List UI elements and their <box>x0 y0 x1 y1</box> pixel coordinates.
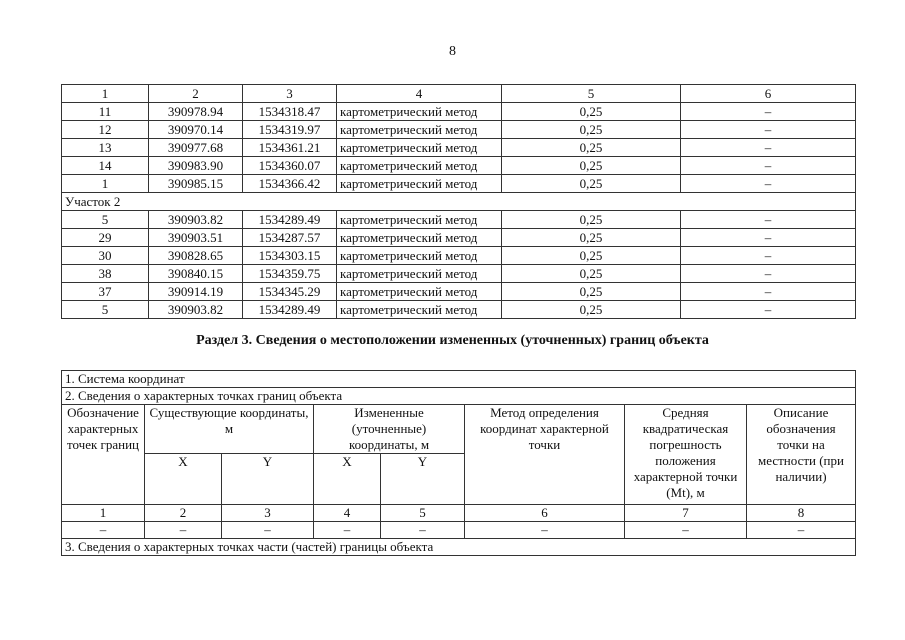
table-cell: 1 <box>62 85 149 103</box>
column-number: 7 <box>625 505 747 522</box>
dash-cell: – <box>222 522 314 539</box>
section-3-title: Раздел 3. Сведения о местоположении измененных (уточненных) границ объекта <box>196 333 709 348</box>
table-row <box>62 539 856 556</box>
table-cell: 2 <box>149 85 243 103</box>
table-cell: – <box>681 157 856 175</box>
dash-cell: – <box>625 522 747 539</box>
table-cell: 390903.82 <box>149 211 243 229</box>
designation-header: Обозначение характерных точек границ <box>62 405 145 505</box>
existing-y-header: Y <box>222 454 314 505</box>
table-cell: 1534360.07 <box>243 157 337 175</box>
table-cell: – <box>681 283 856 301</box>
dash-cell: – <box>381 522 465 539</box>
column-number: 5 <box>381 505 465 522</box>
table-cell: 29 <box>62 229 149 247</box>
column-number: 8 <box>747 505 856 522</box>
table-cell: – <box>681 121 856 139</box>
table-row <box>62 175 856 193</box>
table-row <box>62 211 856 229</box>
table-cell: 0,25 <box>502 247 681 265</box>
changed-x-header: X <box>314 454 381 505</box>
table-cell: 5 <box>62 301 149 319</box>
coordinate-system-label: 1. Система координат <box>62 371 856 388</box>
table-cell: 12 <box>62 121 149 139</box>
table-cell: 390840.15 <box>149 265 243 283</box>
column-number: 2 <box>145 505 222 522</box>
table-cell: 38 <box>62 265 149 283</box>
table-cell: 5 <box>502 85 681 103</box>
table-row <box>62 157 856 175</box>
method-header: Метод определения координат характерной точки <box>465 405 625 505</box>
table-cell: – <box>681 265 856 283</box>
table-cell: картометрический метод <box>337 211 502 229</box>
table-cell: картометрический метод <box>337 301 502 319</box>
table-row <box>62 388 856 405</box>
page-number: 8 <box>449 44 456 59</box>
column-number: 4 <box>314 505 381 522</box>
section-3-table <box>61 370 856 556</box>
column-number: 6 <box>465 505 625 522</box>
table-cell: 1534318.47 <box>243 103 337 121</box>
table-cell: 390914.19 <box>149 283 243 301</box>
table-cell: 390970.14 <box>149 121 243 139</box>
table-header-row <box>62 85 856 103</box>
coordinates-table <box>61 84 856 319</box>
changed-coords-header: Измененные (уточненные) координаты, м <box>314 405 465 454</box>
table-cell: – <box>681 247 856 265</box>
table-cell: 1534289.49 <box>243 301 337 319</box>
table-cell: картометрический метод <box>337 283 502 301</box>
column-number-row <box>62 505 856 522</box>
table-cell: – <box>681 229 856 247</box>
table-cell: 1534319.97 <box>243 121 337 139</box>
table-cell: 0,25 <box>502 265 681 283</box>
table-cell: 1534345.29 <box>243 283 337 301</box>
description-header: Описание обозначения точки на местности (при наличии) <box>747 405 856 505</box>
section-label: Участок 2 <box>62 193 856 211</box>
table-cell: 390828.65 <box>149 247 243 265</box>
table-cell: 0,25 <box>502 121 681 139</box>
dash-cell: – <box>747 522 856 539</box>
table-cell: 0,25 <box>502 283 681 301</box>
table-cell: 1534289.49 <box>243 211 337 229</box>
table-cell: 14 <box>62 157 149 175</box>
boundary-points-label: 2. Сведения о характерных точках границ объекта <box>62 388 856 405</box>
table-cell: картометрический метод <box>337 229 502 247</box>
table-cell: картометрический метод <box>337 103 502 121</box>
table-row <box>62 103 856 121</box>
table-cell: картометрический метод <box>337 139 502 157</box>
table-cell: 0,25 <box>502 229 681 247</box>
table-cell: 0,25 <box>502 301 681 319</box>
table-cell: – <box>681 103 856 121</box>
table-cell: картометрический метод <box>337 175 502 193</box>
table-cell: 1534359.75 <box>243 265 337 283</box>
accuracy-header: Средняя квадратическая погрешность положения характерной точки (Mt), м <box>625 405 747 505</box>
table-cell: 5 <box>62 211 149 229</box>
table-cell: 3 <box>243 85 337 103</box>
section-row <box>62 193 856 211</box>
column-number: 1 <box>62 505 145 522</box>
table-cell: 390983.90 <box>149 157 243 175</box>
table-row <box>62 371 856 388</box>
table-cell: 390985.15 <box>149 175 243 193</box>
table-cell: картометрический метод <box>337 157 502 175</box>
table-cell: 0,25 <box>502 103 681 121</box>
dash-cell: – <box>314 522 381 539</box>
table-row <box>62 247 856 265</box>
table-cell: 6 <box>681 85 856 103</box>
table-cell: – <box>681 301 856 319</box>
table-cell: 390977.68 <box>149 139 243 157</box>
table-row <box>62 301 856 319</box>
table-cell: картометрический метод <box>337 121 502 139</box>
table-cell: 37 <box>62 283 149 301</box>
table-cell: – <box>681 139 856 157</box>
table-cell: 0,25 <box>502 211 681 229</box>
changed-y-header: Y <box>381 454 465 505</box>
table-cell: картометрический метод <box>337 265 502 283</box>
empty-data-row <box>62 522 856 539</box>
table-cell: 390978.94 <box>149 103 243 121</box>
table-cell: 4 <box>337 85 502 103</box>
table-cell: 11 <box>62 103 149 121</box>
table-row <box>62 229 856 247</box>
part-boundary-points-label: 3. Сведения о характерных точках части (частей) границы объекта <box>62 539 856 556</box>
table-cell: 1 <box>62 175 149 193</box>
table-cell: – <box>681 175 856 193</box>
table-cell: 1534366.42 <box>243 175 337 193</box>
column-number: 3 <box>222 505 314 522</box>
table-cell: 0,25 <box>502 175 681 193</box>
dash-cell: – <box>145 522 222 539</box>
dash-cell: – <box>62 522 145 539</box>
table-row <box>62 265 856 283</box>
existing-x-header: X <box>145 454 222 505</box>
table-cell: 1534361.21 <box>243 139 337 157</box>
table-cell: 1534287.57 <box>243 229 337 247</box>
table-cell: 0,25 <box>502 157 681 175</box>
table-cell: 13 <box>62 139 149 157</box>
table-cell: картометрический метод <box>337 247 502 265</box>
existing-coords-header: Существующие координаты, м <box>145 405 314 454</box>
table-cell: – <box>681 211 856 229</box>
table-cell: 30 <box>62 247 149 265</box>
dash-cell: – <box>465 522 625 539</box>
table-cell: 390903.82 <box>149 301 243 319</box>
table-header-row <box>62 405 856 454</box>
table-row <box>62 121 856 139</box>
table-row <box>62 283 856 301</box>
table-row <box>62 139 856 157</box>
table-cell: 390903.51 <box>149 229 243 247</box>
table-cell: 1534303.15 <box>243 247 337 265</box>
table-cell: 0,25 <box>502 139 681 157</box>
